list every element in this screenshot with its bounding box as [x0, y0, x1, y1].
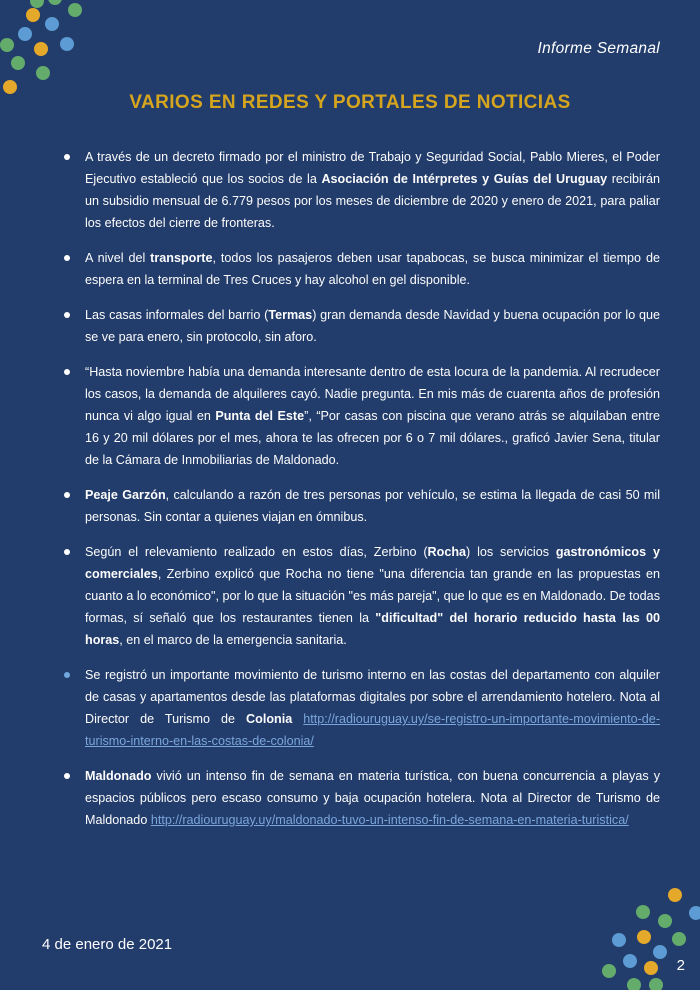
bullet-text-segment: recibirán un subsidio mensual de 6.779 pesos por los meses de diciembre de 2020 y enero de 2021, para paliar los efectos del cierre de fronteras.: [85, 172, 660, 230]
bullet-text-segment: ) gran demanda desde Navidad y buena ocupación por lo que se ve para enero, sin protocolo, sin aforo.: [85, 308, 660, 344]
yellow-dot-icon: [637, 930, 651, 944]
bullet-text-segment: transporte: [150, 251, 213, 265]
green-dot-icon: [11, 56, 25, 70]
blue-dot-icon: [689, 906, 700, 920]
bullet-text-segment: A nivel del: [85, 251, 151, 265]
bullet-item: [62, 765, 660, 831]
bullet-item: [62, 541, 660, 651]
yellow-dot-icon: [644, 961, 658, 975]
bullet-text-segment: Punta del Este: [215, 409, 305, 423]
bullet-text-segment: Rocha: [427, 545, 467, 559]
blue-dot-icon: [623, 954, 637, 968]
bullet-marker-icon: [64, 255, 70, 261]
green-dot-icon: [36, 66, 50, 80]
bullet-text-segment: ) los servicios: [466, 545, 556, 559]
page-title: VARIOS EN REDES Y PORTALES DE NOTICIAS: [129, 92, 571, 113]
bullet-text-segment: , todos los pasajeros deben usar tapabocas, se busca minimizar el tiempo de espera en la terminal de Tres Cruces y hay alcohol en gel disponible.: [85, 251, 660, 287]
bullet-list: [62, 146, 660, 831]
bullet-text-segment: A través de un decreto firmado por el ministro de Trabajo y Seguridad Social, Pablo Mieres, el Poder Ejecutivo estableció que los socios de la: [85, 150, 660, 186]
bullet-text-segment: Según el relevamiento realizado en estos días, Zerbino (: [85, 545, 428, 559]
bullet-text-segment: Maldonado: [85, 769, 152, 783]
bullet-text-segment: [292, 712, 303, 726]
blue-dot-icon: [612, 933, 626, 947]
green-dot-icon: [649, 978, 663, 990]
bullet-text-segment: ”, “Por casas con piscina que verano atrás se alquilaban entre 16 y 20 mil dólares por el mes, ahora te las ofrecen por 6 o 7 mil dólares., graficó Javier Sena, titular de la Cámara de Inmobiliarias de Maldonado.: [85, 409, 660, 467]
bullet-text-segment: "dificultad" del horario reducido hasta las 00 horas: [85, 611, 660, 647]
bullet-text-segment: “Hasta noviembre había una demanda interesante dentro de esta locura de la pandemia. Al recrudecer los casos, la demanda de alquileres cayó. Nadie pregunta. En mis más de cuarenta años de profesión nunca vi algo igual en: [85, 365, 660, 423]
green-dot-icon: [636, 905, 650, 919]
bullet-text-segment: Peaje Garzón: [85, 488, 166, 502]
page-number: 2: [676, 957, 685, 974]
bullet-text-segment: , en el marco de la emergencia sanitaria.: [119, 633, 347, 647]
green-dot-icon: [627, 978, 641, 990]
article-link[interactable]: http://radiouruguay.uy/se-registro-un-importante-movimiento-de-turismo-interno-en-las-costas-de-colonia/: [85, 712, 661, 748]
green-dot-icon: [672, 932, 686, 946]
footer-date: 4 de enero de 2021: [42, 936, 173, 953]
bullet-marker-icon: [64, 773, 70, 779]
bullet-item: [62, 664, 660, 752]
report-header-label: Informe Semanal: [537, 40, 660, 57]
bullet-text-segment: Termas: [268, 308, 313, 322]
bullet-text-segment: Asociación de Intérpretes y Guías del Uruguay: [321, 172, 608, 186]
green-dot-icon: [658, 914, 672, 928]
bullet-item: [62, 247, 660, 291]
bullet-text-segment: gastronómicos y comerciales: [85, 545, 660, 581]
bullet-marker-icon: [64, 369, 70, 375]
bullet-marker-icon: [64, 492, 70, 498]
bullet-item: [62, 361, 660, 471]
bullet-text-segment: vivió un intenso fin de semana en materia turística, con buena concurrencia a playas y espacios públicos pero escaso consumo y baja ocupación hotelera. Nota al Director de Turismo de Maldonado: [85, 769, 660, 827]
bullet-item: [62, 146, 660, 234]
blue-dot-icon: [653, 945, 667, 959]
bullet-marker-icon: [64, 549, 70, 555]
bullet-text-segment: Se registró un importante movimiento de turismo interno en las costas del departamento con alquiler de casas y apartamentos desde las plataformas digitales por sobre el arrendamiento hotelero. Nota al Director de Turismo de: [85, 668, 660, 726]
bullet-marker-icon: [64, 672, 70, 678]
yellow-dot-icon: [668, 888, 682, 902]
bullet-text-segment: Colonia: [246, 712, 293, 726]
bullet-item: [62, 304, 660, 348]
article-link[interactable]: http://radiouruguay.uy/maldonado-tuvo-un-intenso-fin-de-semana-en-materia-turistica/: [150, 813, 629, 827]
bullet-marker-icon: [64, 154, 70, 160]
bullet-text-segment: , calculando a razón de tres personas por vehículo, se estima la llegada de casi 50 mil personas. Sin contar a quienes viajan en ómnibus.: [85, 488, 660, 524]
bullet-text-segment: , Zerbino explicó que Rocha no tiene "una diferencia tan grande en las propuestas en cuanto a lo económico", por lo que la situación "es más pareja", que lo que es en Maldonado. De todas formas, sí señaló que los restaurantes tienen la: [85, 567, 660, 625]
bullet-item: [62, 484, 660, 528]
green-dot-icon: [602, 964, 616, 978]
bullet-marker-icon: [64, 312, 70, 318]
bullet-text-segment: Las casas informales del barrio (: [85, 308, 269, 322]
